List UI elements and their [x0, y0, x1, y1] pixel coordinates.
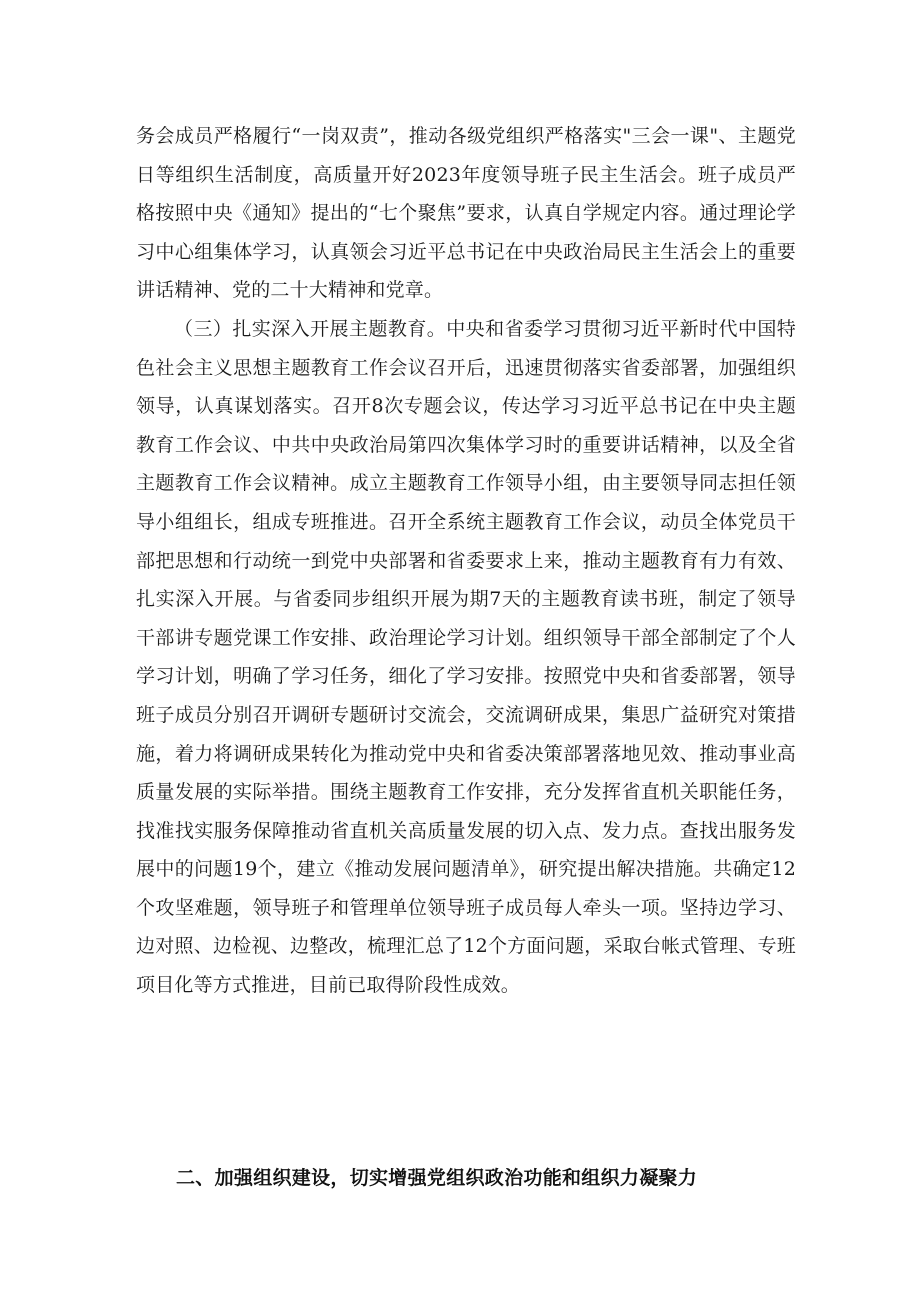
- paragraph-thematic-education: （三）扎实深入开展主题教育。中央和省委学习贯彻习近平新时代中国特色社会主义思想主题教育工作会议召开后，迅速贯彻落实省委部署，加强组织领导，认真谋划落实。召开8次专题会议，传达学习习近平总书记在中央主题教育工作会议、中共中央政治局第四次集体学习时的重要讲话精神，以及全省主题教育工作会议精神。成立主题教育工作领导小组，由主要领导同志担任领导小组组长，组成专班推进。召开全系统主题教育工作会议，动员全体党员干部把思想和行动统一到党中央部署和省委要求上来，推动主题教育有力有效、扎实深入开展。与省委同步组织开展为期7天的主题教育读书班，制定了领导干部讲专题党课工作安排、政治理论学习计划。组织领导干部全部制定了个人学习计划，明确了学习任务，细化了学习安排。按照党中央和省委部署，领导班子成员分别召开调研专题研讨交流会，交流调研成果，集思广益研究对策措施，着力将调研成果转化为推动党中央和省委决策部署落地见效、推动事业高质量发展的实际举措。围绕主题教育工作安排，充分发挥省直机关职能任务，找准找实服务保障推动省直机关高质量发展的切入点、发力点。查找出服务发展中的问题19个，建立《推动发展问题清单》，研究提出解决措施。共确定12个攻坚难题，领导班子和管理单位领导班子成员每人牵头一项。坚持边学习、边对照、边检视、边整改，梳理汇总了12个方面问题，采取台帐式管理、专班项目化等方式推进，目前已取得阶段性成效。: [136, 317, 796, 997]
- document-body: [136, 117, 796, 1005]
- section-heading: 二、加强组织建设，切实增强党组织政治功能和组织力凝聚力: [176, 1167, 698, 1189]
- paragraph-continuation: 务会成员严格履行“一岗双责”，推动各级党组织严格落实"三会一课"、主题党日等组织生活制度，高质量开好2023年度领导班子民主生活会。班子成员严格按照中央《通知》提出的“七个聚焦”要求，认真自学规定内容。通过理论学习中心组集体学习，认真领会习近平总书记在中央政治局民主生活会上的重要讲话精神、党的二十大精神和党章。: [136, 125, 796, 302]
